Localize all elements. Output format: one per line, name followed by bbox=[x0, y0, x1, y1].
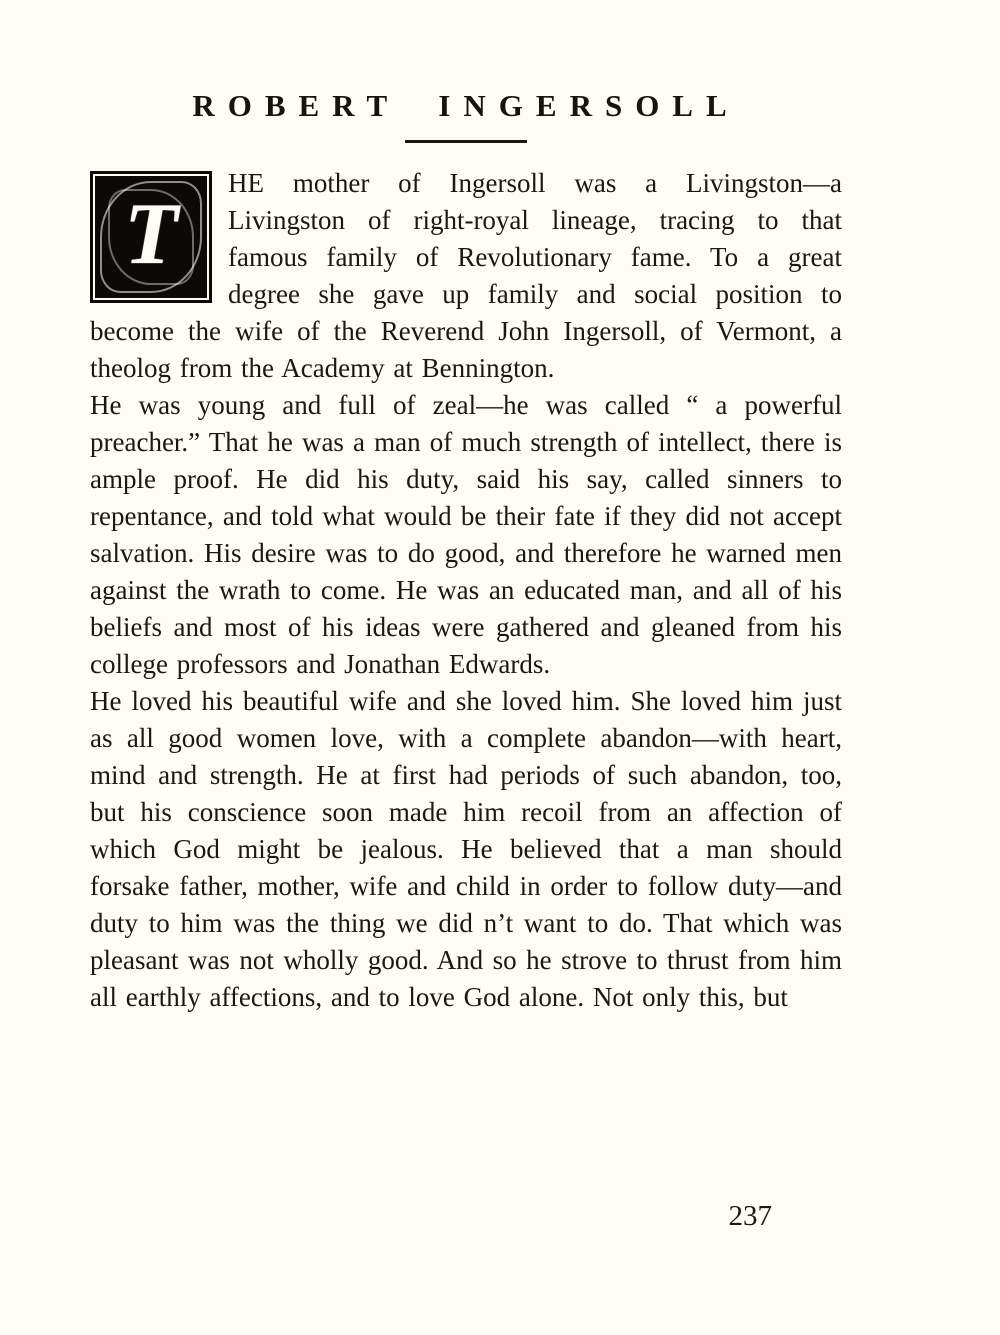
title-rule bbox=[405, 140, 527, 143]
dropcap-ornament-block bbox=[90, 171, 212, 303]
page-number: 237 bbox=[728, 1200, 772, 1232]
paragraph-2 bbox=[90, 387, 842, 683]
paragraph-3 bbox=[90, 683, 842, 1016]
content-column bbox=[90, 88, 842, 1016]
paragraph-3-text: He loved his beautiful wife and she loved him. She loved him just as all good women love, with a complete abandon—with heart, mind and strength. He at first had periods of such abandon, too, but his conscience soon made him recoil from an affection of which God might be jealous. He believed that a man should forsake father, mother, wife and child in order to follow duty—and duty to him was the thing we did n’t want to do. That which was pleasant was not wholly good. And so he strove to thrust from him all earthly affections, and to love God alone. Not only this, but bbox=[90, 686, 842, 1012]
paragraph-1-text: HE mother of Ingersoll was a Livingston—a Livingston of right-royal lineage, tracing to that famous family of Revolutionary fame. To a great degree she gave up family and social position to become the wife of the Reverend John Ingersoll, of Vermont, a theolog from the Academy at Bennington. bbox=[90, 168, 842, 383]
paragraph-2-text: He was young and full of zeal—he was called “ a powerful preacher.” That he was a man of much strength of intellect, there is ample proof. He did his duty, said his say, called sinners to repentance, and told what would be their fate if they did not accept salvation. His desire was to do good, and therefore he warned men against the wrath to come. He was an educated man, and all of his beliefs and most of his ideas were gathered and gleaned from his college professors and Jonathan Edwards. bbox=[90, 390, 842, 679]
body-text bbox=[90, 165, 842, 1016]
paragraph-1 bbox=[90, 165, 842, 387]
page-title: ROBERT INGERSOLL bbox=[192, 88, 740, 123]
dropcap-letter: T bbox=[124, 186, 178, 283]
